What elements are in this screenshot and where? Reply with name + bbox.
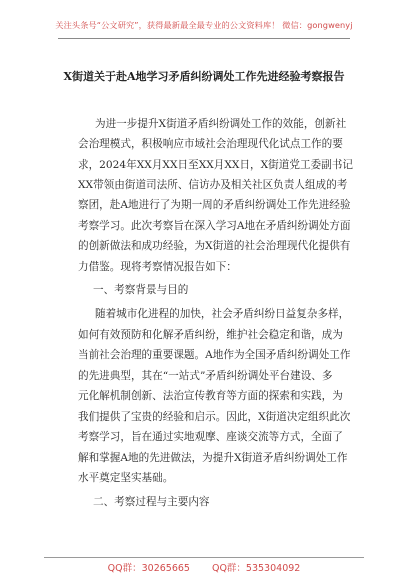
qq-group-2: QQ群：535304092 xyxy=(211,563,301,574)
paragraph-line: 会治理模式，积极响应市域社会治理现代化试点工作的要 xyxy=(78,138,343,150)
paragraph-line: 元化解机制创新、法治宣传教育等方面的探索和实践，为 xyxy=(78,390,343,402)
footer-contact xyxy=(0,560,408,574)
paragraph-line: 的先进典型，其在“一站式”矛盾纠纷调处平台建设、多 xyxy=(78,370,333,382)
paragraph-line: 的创新做法和成功经验，为X街道的社会治理现代化提供有 xyxy=(78,240,351,252)
section-heading: 一、考察背景与目的 xyxy=(93,284,189,296)
paragraph-line: 我们提供了宝贵的经验和启示。因此，X街道决定组织此次 xyxy=(78,411,351,423)
header-divider xyxy=(58,38,350,39)
paragraph-line: 求，2024年XX月XX日至XX月XX日，X街道党工委副书记 xyxy=(78,159,353,171)
paragraph-line: 为进一步提升X街道矛盾纠纷调处工作的效能，创新社 xyxy=(95,118,347,130)
paragraph-line: 解和掌握A地的先进做法，为提升X街道矛盾纠纷调处工作 xyxy=(78,452,348,464)
qq-group-1: QQ群：30265665 xyxy=(107,563,190,574)
document-title: X街道关于赴A地学习矛盾纠纷调处工作先进经验考察报告 xyxy=(63,70,345,83)
footer-divider xyxy=(44,557,364,558)
paragraph-line: XX带领由街道司法所、信访办及相关社区负责人组成的考 xyxy=(78,179,348,191)
paragraph-line: 考察学习，旨在通过实地观摩、座谈交流等方式，全面了 xyxy=(78,431,343,443)
paragraph-line: 随着城市化进程的加快，社会矛盾纠纷日益复杂多样， xyxy=(95,308,350,320)
section-heading: 二、考察过程与主要内容 xyxy=(93,496,210,508)
paragraph-line: 当前社会治理的重要课题。A地作为全国矛盾纠纷调处工作 xyxy=(78,349,351,361)
paragraph-line: 力借鉴。现将考察情况报告如下： xyxy=(78,261,237,273)
paragraph-line: 察团，赴A地进行了为期一周的矛盾纠纷调处工作先进经验 xyxy=(78,199,351,211)
paragraph-line: 考察学习。此次考察旨在深入学习A地在矛盾纠纷调处方面 xyxy=(78,220,351,232)
header-banner: 关注头条号“公文研究”，获得最新最全最专业的公文资料库！ 微信：gongwenyj xyxy=(55,20,353,30)
paragraph-line: 如何有效预防和化解矛盾纠纷，维护社会稳定和谐，成为 xyxy=(78,329,343,341)
paragraph-line: 水平奠定坚实基础。 xyxy=(78,472,174,484)
